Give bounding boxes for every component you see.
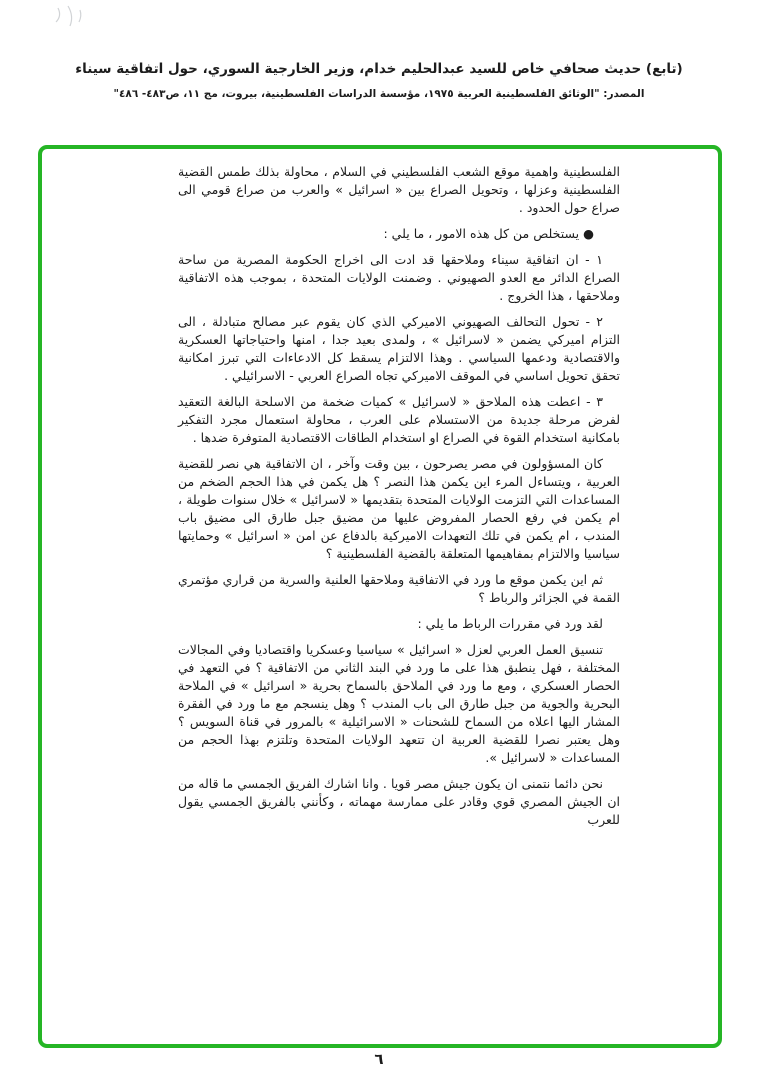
source-citation: المصدر: "الوثائق الفلسطينية العربية ١٩٧٥، مؤسسة الدراسات الفلسطينية، بيروت، مج ١١، ص٤٨٣- ٤٨٦" <box>113 88 645 100</box>
document-title: (تابع) حديث صحافي خاص للسيد عبدالحليم خدام، وزير الخارجية السوري، حول اتفاقية سيناء <box>75 61 683 77</box>
paragraph: تنسيق العمل العربي لعزل « اسرائيل » سياسيا وعسكريا واقتصاديا وفي المجالات المختلفة ، فهل ينطبق هذا على ما ورد في البند الثاني من الاتفاقية ؟ في التعهد في الحصار العسكري ، ومع ما ورد في الملاحق بالسماح بحرية « اسرائيل » في الملاحة البحرية والجوية من جبل طارق الى باب المندب ؟ وهل ينسجم مع ما ورد في الفقرة المشار اليها اعلاه من السماح للشحنات « الاسرائيلية » بالمرور في قناة السويس ؟ وهل يعتبر نصرا للقضية العربية ان تتعهد الولايات المتحدة وتلتزم بهذا الحجم من المساعدات « لاسرائيل ». <box>178 642 620 765</box>
paragraph-continuation: الفلسطينية واهمية موقع الشعب الفلسطيني في السلام ، محاولة بذلك طمس القضية الفلسطينية وعزلها ، وتحويل الصراع بين « اسرائيل » والعرب من صراع قومي الى صراع حول الحدود . <box>178 164 620 215</box>
content-frame-border <box>38 145 722 1048</box>
paragraph: نحن دائما نتمنى ان يكون جيش مصر قويا . وانا اشارك الفريق الجمسي ما قاله من ان الجيش المصري قوي وقادر على ممارسة مهماته ، وكأنني بالفريق الجمسي يقول للعرب <box>178 776 620 827</box>
paragraph: لقد ورد في مقررات الرباط ما يلي : <box>417 616 603 631</box>
paragraph: ثم اين يكمن موقع ما ورد في الاتفاقية وملاحقها العلنية والسرية من قراري مؤتمري القمة في الجزائر والرباط ؟ <box>178 572 620 605</box>
paragraph-point-2: ٢ - تحول التحالف الصهيوني الاميركي الذي كان يقوم عبر مصالح متبادلة ، الى التزام اميركي يضمن « لاسرائيل » ، ولمدى بعيد جدا ، امنها واحتياجاتها العسكرية والاقتصادية ودعمها السياسي . وهذا الالتزام يسقط كل الادعاءات التي تبرز امكانية تحقق تحويل اساسي في الموقف الاميركي تجاه الصراع العربي - الاسرائيلي . <box>178 314 620 383</box>
scan-artifact <box>52 4 92 42</box>
document-header <box>40 60 718 101</box>
paragraph: كان المسؤولون في مصر يصرحون ، بين وقت وآخر ، ان الاتفاقية هي نصر للقضية العربية ، ويتساءل المرء اين يكمن هذا النصر ؟ هل يكمن في هذا الحجم الضخم من المساعدات التي التزمت الولايات المتحدة بتقديمها « لاسرائيل » خلال سنوات طويلة ، ام يكمن في رفع الحصار المفروض عليها من مضيق جبل طارق الى مضيق باب المندب ، ام يكمن في تلك التعهدات الاميركية بالدفاع عن امن « اسرائيل » وحمايتها سياسيا والالتزام بمفاهيمها المتعلقة بالقضية الفلسطينية ؟ <box>178 456 620 561</box>
paragraph-point-1: ١ - ان اتفاقية سيناء وملاحقها قد ادت الى اخراج الحكومة المصرية من ساحة الصراع الدائر مع العدو الصهيوني . وضمنت الولايات المتحدة ، بموجب هذه الاتفاقية وملاحقها ، هذا الخروج . <box>178 252 620 303</box>
body-text-column <box>178 163 620 837</box>
paragraph-point-3: ٣ - اعطت هذه الملاحق « لاسرائيل » كميات ضخمة من الاسلحة البالغة التعقيد لفرض مرحلة جديدة من الاستسلام على العرب ، محاولة استعمال مجرد التفكير بامكانية استخدام القوة في الصراع او استخدام الطاقات الاقتصادية المتوفرة ضدها . <box>178 394 620 445</box>
paragraph-bullet-intro: ● يستخلص من كل هذه الامور ، ما يلي : <box>383 226 594 241</box>
page-number: ٦ <box>374 1050 384 1068</box>
